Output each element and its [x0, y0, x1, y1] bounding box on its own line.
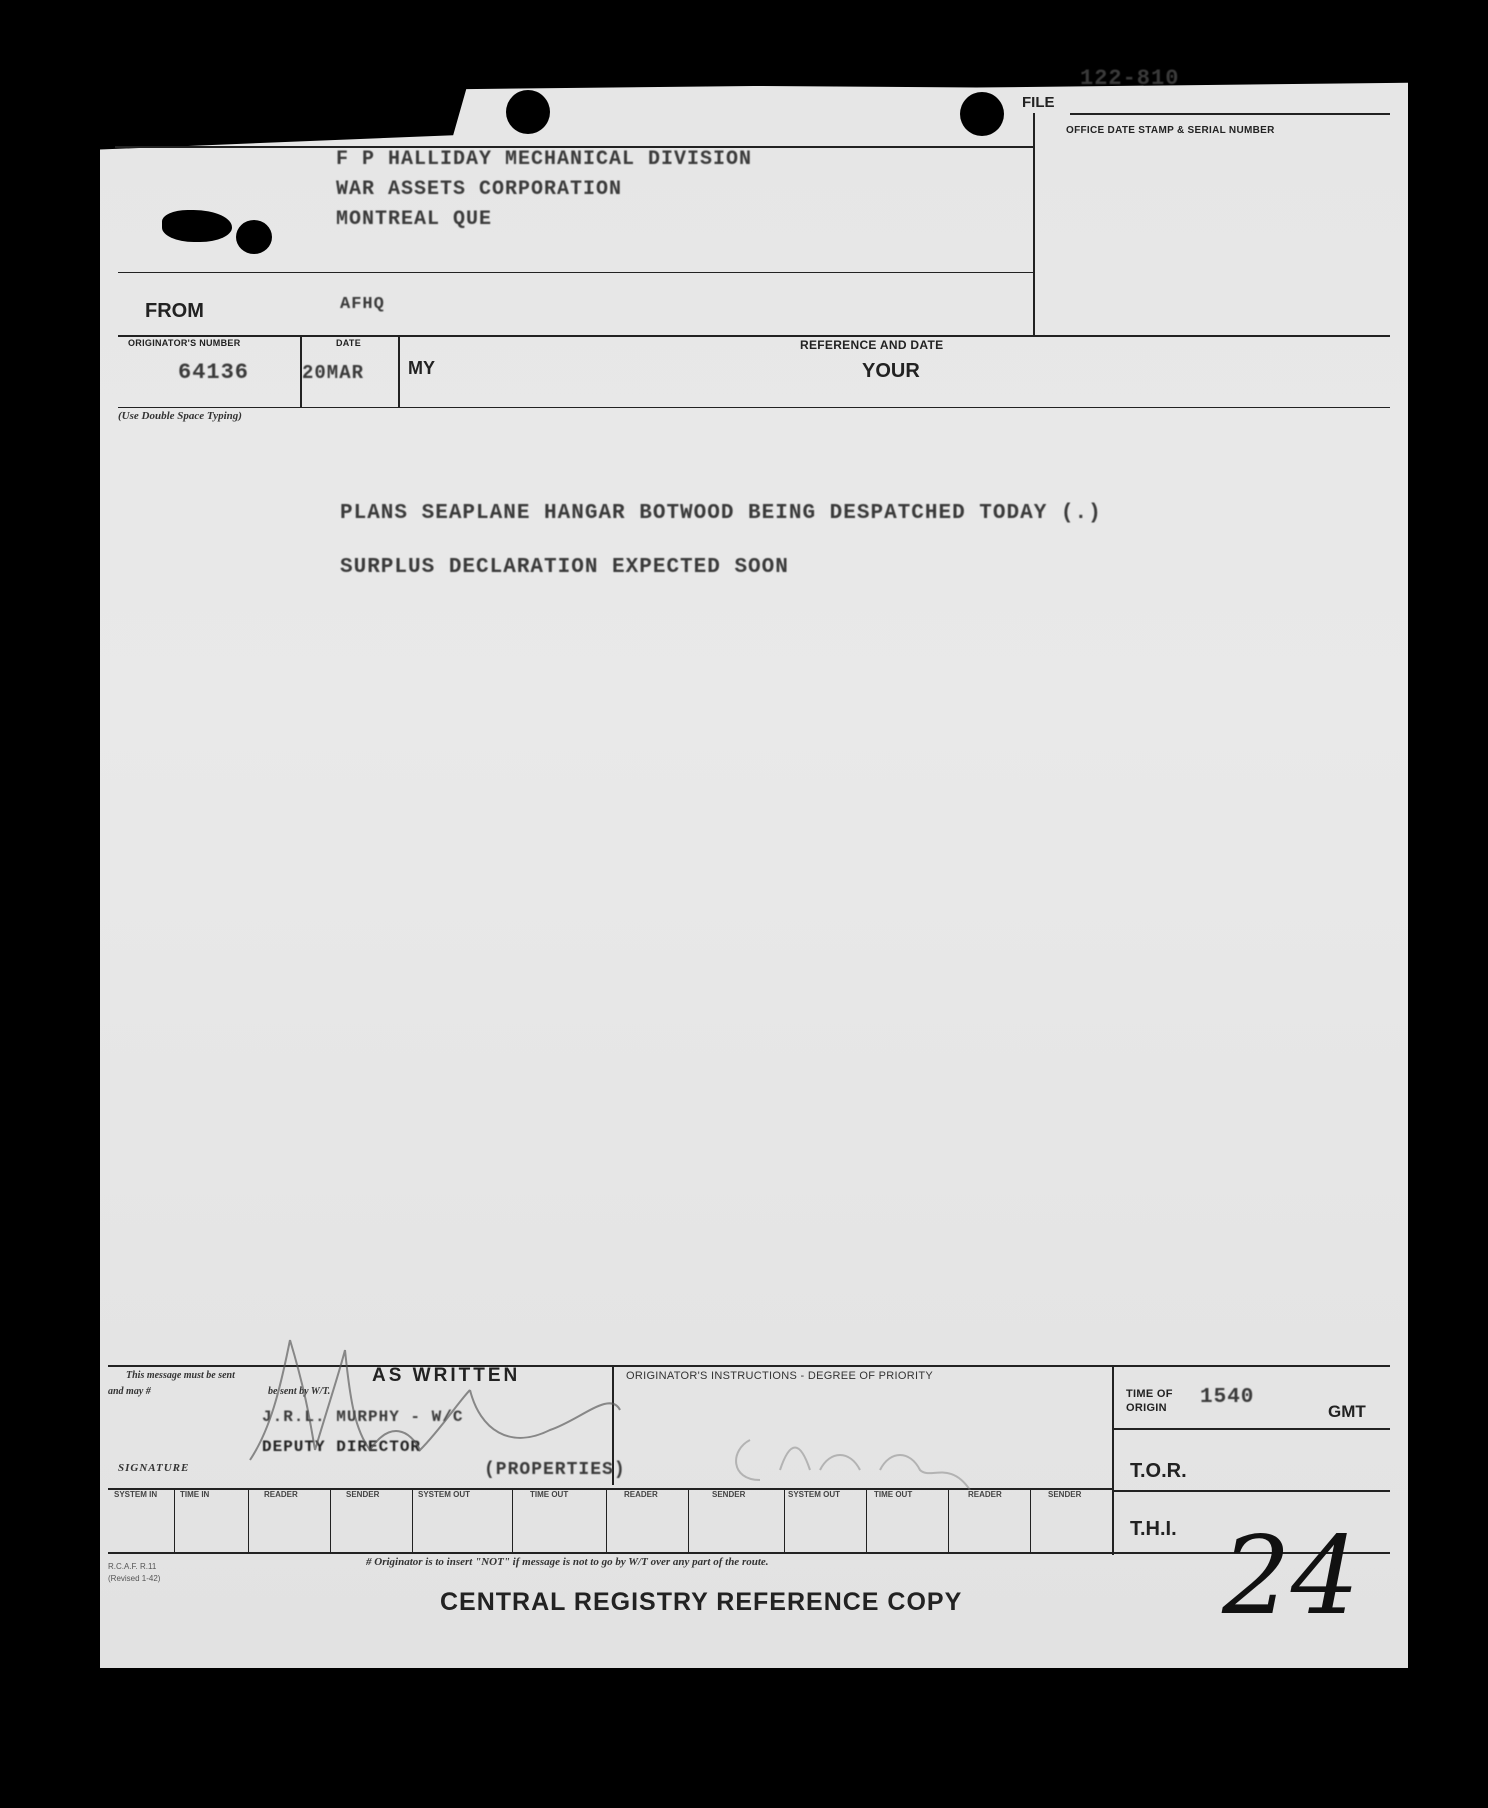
signature-label: SIGNATURE	[118, 1462, 190, 1474]
grid-divider	[248, 1488, 249, 1552]
central-registry-copy: CENTRAL REGISTRY REFERENCE COPY	[440, 1588, 963, 1616]
spacing-note: (Use Double Space Typing)	[118, 410, 242, 422]
tor-label: T.O.R.	[1130, 1460, 1187, 1482]
grid-divider	[174, 1488, 175, 1552]
grid-col-6: TIME OUT	[530, 1490, 569, 1499]
time-of-origin-label-2: ORIGIN	[1126, 1402, 1167, 1414]
your-label: YOUR	[862, 360, 920, 382]
address-line-3: MONTREAL QUE	[336, 208, 493, 231]
signer-line-1: J.R.L. MURPHY - W/C	[262, 1408, 464, 1426]
address-line-2: WAR ASSETS CORPORATION	[336, 178, 623, 201]
punch-hole-right	[960, 92, 1004, 136]
as-written: AS WRITTEN	[372, 1365, 521, 1386]
grid-col-12: SENDER	[1048, 1490, 1082, 1499]
handwritten-priority	[720, 1400, 1000, 1500]
address-line-1: F P HALLIDAY MECHANICAL DIVISION	[336, 148, 753, 171]
stamp-divider	[1033, 113, 1035, 335]
date-value: 20MAR	[302, 362, 365, 384]
originator-number-label: ORIGINATOR'S NUMBER	[128, 338, 241, 348]
file-number: 122-810	[1080, 66, 1180, 91]
grid-divider	[512, 1488, 513, 1552]
originator-note: # Originator is to insert "NOT" if message is not to go by W/T over any part of the route.	[366, 1556, 769, 1568]
tor-rule	[1112, 1490, 1390, 1492]
originator-number-value: 64136	[178, 360, 250, 385]
priority-label: ORIGINATOR'S INSTRUCTIONS - DEGREE OF PRIORITY	[626, 1370, 934, 1382]
thi-label: T.H.I.	[1130, 1518, 1177, 1540]
grid-col-5: SYSTEM OUT	[418, 1490, 471, 1499]
grid-col-7: READER	[624, 1490, 658, 1499]
grid-col-2: TIME IN	[180, 1490, 210, 1499]
grid-divider	[1030, 1488, 1031, 1552]
from-value: AFHQ	[340, 295, 385, 314]
grid-col-1: SYSTEM IN	[114, 1490, 158, 1499]
sent-note-3: be sent by W/T.	[268, 1386, 331, 1397]
grid-divider	[606, 1488, 607, 1552]
redaction-dot	[236, 220, 272, 254]
header-rule	[118, 335, 1390, 337]
grid-col-10: TIME OUT	[874, 1490, 913, 1499]
reference-label: REFERENCE AND DATE	[800, 338, 944, 352]
handwritten-signature	[220, 1280, 640, 1480]
grid-col-9: SYSTEM OUT	[788, 1490, 841, 1499]
my-label: MY	[408, 358, 435, 378]
office-stamp-label: OFFICE DATE STAMP & SERIAL NUMBER	[1066, 125, 1275, 136]
punch-hole-left	[506, 90, 550, 134]
time-of-origin-value: 1540	[1200, 1386, 1255, 1409]
file-underline	[1070, 113, 1390, 115]
reference-bottom-rule	[118, 407, 1390, 408]
redaction-blot	[162, 210, 232, 242]
grid-divider	[688, 1488, 689, 1552]
form-id-2: (Revised 1-42)	[108, 1574, 161, 1583]
sent-note-1: This message must be sent	[126, 1370, 235, 1381]
grid-col-8: SENDER	[712, 1490, 746, 1499]
signer-line-2: DEPUTY DIRECTOR	[262, 1438, 422, 1456]
form-id-1: R.C.A.F. R.11	[108, 1562, 157, 1571]
address-bottom-rule	[118, 272, 1033, 273]
grid-divider	[330, 1488, 331, 1552]
message-line-1: PLANS SEAPLANE HANGAR BOTWOOD BEING DESPATCHED TODAY (.)	[340, 502, 1102, 525]
message-line-2: SURPLUS DECLARATION EXPECTED SOON	[340, 556, 789, 579]
sent-note-2: and may #	[108, 1386, 151, 1397]
time-origin-rule	[1112, 1428, 1390, 1430]
signer-line-3: (PROPERTIES)	[484, 1460, 626, 1480]
gmt-label: GMT	[1328, 1402, 1366, 1421]
grid-bottom-rule	[108, 1552, 1390, 1554]
date-label: DATE	[336, 338, 362, 348]
grid-col-3: READER	[264, 1490, 298, 1499]
from-label: FROM	[145, 300, 204, 322]
grid-col-11: READER	[968, 1490, 1002, 1499]
priority-divider	[1112, 1365, 1114, 1555]
grid-col-4: SENDER	[346, 1490, 380, 1499]
date-ref-divider	[398, 335, 400, 407]
grid-divider	[412, 1488, 413, 1552]
file-label: FILE	[1022, 94, 1055, 111]
handwritten-number: 24	[1222, 1514, 1360, 1639]
time-of-origin-label-1: TIME OF	[1126, 1388, 1173, 1400]
